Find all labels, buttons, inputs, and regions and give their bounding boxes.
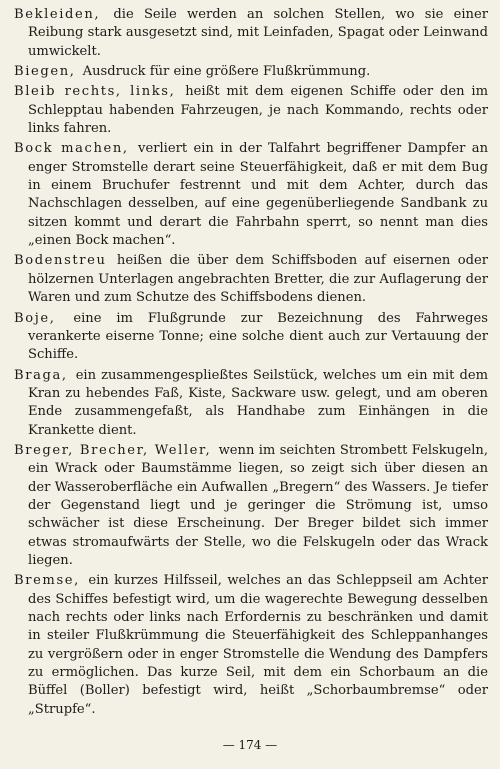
entry-definition: heißt mit dem eigenen Schiffe oder den im Schlepptau habenden Fahrzeugen, je nach Kommando, rechts oder links fahren. xyxy=(28,84,488,137)
entry-term: Boje, xyxy=(14,310,56,326)
glossary-entry xyxy=(14,6,488,61)
entry-definition: die Seile werden an solchen Stellen, wo sie einer Reibung stark ausgesetzt sind, mit Leinfaden, Spagat oder Leinwand umwickelt. xyxy=(28,7,488,59)
entry-term: Bleib rechts, links, xyxy=(14,84,176,100)
glossary-entry xyxy=(14,442,488,570)
entry-definition: heißen die über dem Schiffsboden auf eisernen oder hölzernen Unterlagen angebrachten Bretter, die zur Auflagerung der Waren und zum Schutze des Schiffsbodens dienen. xyxy=(28,253,488,306)
entry-term: Bodenstreu xyxy=(14,253,107,269)
entry-term: Biegen, xyxy=(14,64,76,80)
glossary-entry xyxy=(14,63,488,81)
entry-term: Bock machen, xyxy=(14,141,129,157)
glossary-entry xyxy=(14,310,488,365)
entry-definition: ein kurzes Hilfsseil, welches an das Schleppseil am Achter des Schiffes befestigt wird, um die wagerechte Bewegung desselben nach rechts oder links nach Erfordernis zu beschränken und damit in steiler Flußkrümmung die Steuerfähigkeit des Schleppanhanges zu vergrößern oder in enger Stromstelle die Wendung des Dampfers zu ermöglichen. Das kurze Seil, mit dem ein Schorbaum an die Büffel (Boller) befestigt wird, heißt „Schorbaumbremse“ oder „Strupfe“. xyxy=(28,573,488,717)
entry-definition: Ausdruck für eine größere Flußkrümmung. xyxy=(82,64,371,80)
entry-definition: eine im Flußgrunde zur Bezeichnung des Fahrweges verankerte eiserne Tonne; eine solche dient auch zur Vertauung der Schiffe. xyxy=(28,310,488,363)
glossary-entry xyxy=(14,83,488,138)
entry-term: Braga, xyxy=(14,367,68,383)
entry-term: Bekleiden, xyxy=(14,7,101,22)
entry-definition: ein zusammengespließtes Seilstück, welches um ein mit dem Kran zu hebendes Faß, Kiste, Sackware usw. gelegt, und am oberen Ende zusammengefaßt, als Handhabe zum Einhängen in die Krankette dient. xyxy=(28,367,488,438)
entry-definition: wenn im seichten Strombett Felskugeln, ein Wrack oder Baumstämme liegen, so zeigt sich über diesen an der Wasseroberfläche ein Aufwallen „Bregern“ des Wassers. Je tiefer der Gegenstand liegt und je geringer die Strömung ist, umso schwächer ist diese Erscheinung. Der Breger bildet sich immer etwas stromaufwärts der Stelle, wo die Felskugeln oder das Wrack liegen. xyxy=(28,442,489,568)
glossary-entry xyxy=(14,252,488,307)
glossary-entry xyxy=(14,572,488,719)
glossary-page xyxy=(14,6,488,721)
entry-term: Breger, Brecher, Weller, xyxy=(14,442,212,458)
entry-term: Bremse, xyxy=(14,573,80,589)
glossary-entry xyxy=(14,367,488,440)
glossary-entry xyxy=(14,140,488,250)
page-number: — 174 — xyxy=(222,738,278,752)
entry-definition: verliert ein in der Talfahrt begriffener Dampfer an enger Stromstelle derart seine Steuerfähigkeit, daß er mit dem Bug in einem Bruchufer festrennt und mit dem Achter, durch das Nachschlagen desselben, auf eine gegenüberliegende Sandbank zu sitzen kommt und derart die Fahrbahn sperrt, so nennt man dies „einen Bock machen“. xyxy=(28,141,488,249)
